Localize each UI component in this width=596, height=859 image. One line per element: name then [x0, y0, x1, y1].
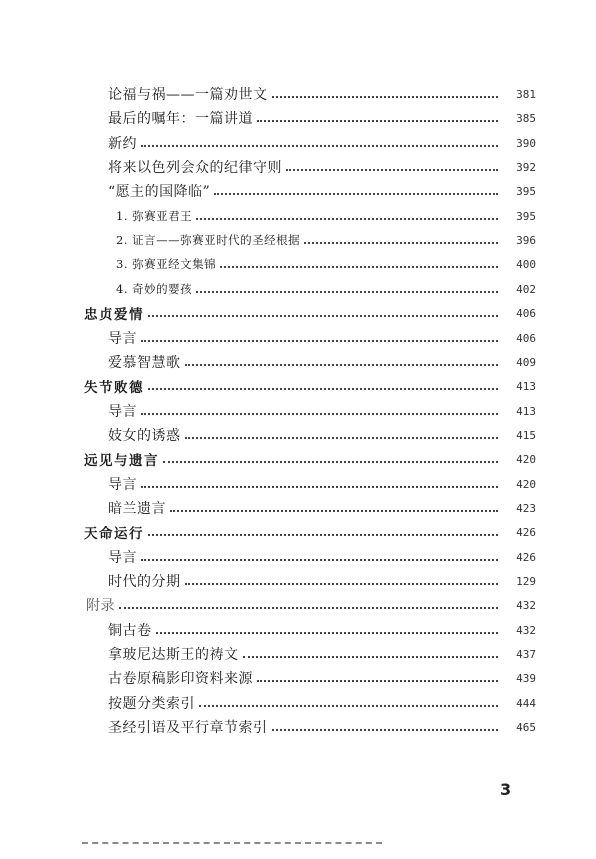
toc-entry: [108, 155, 536, 179]
dot-leader: [196, 291, 498, 293]
dot-leader: [257, 680, 498, 682]
toc-entry-title: 2. 证言——弥赛亚时代的圣经根据: [116, 233, 301, 247]
toc-entry-title: 天命运行: [84, 526, 144, 542]
toc-entry-page: 420: [516, 452, 536, 466]
toc-entry-page: 437: [516, 647, 536, 661]
toc-entry-page: 432: [516, 623, 536, 637]
dot-leader: [141, 486, 498, 488]
toc-entry-title: 忠贞爱情: [84, 307, 144, 323]
dot-leader: [163, 461, 498, 463]
dot-leader: [196, 218, 498, 220]
dot-leader: [141, 145, 498, 147]
dot-leader: [148, 388, 498, 390]
dot-leader: [220, 266, 498, 268]
dot-leader: [148, 534, 498, 536]
toc-entry-page: 465: [516, 720, 536, 734]
toc-entry: [108, 691, 536, 715]
toc-entry: [116, 204, 536, 228]
dot-leader: [185, 583, 499, 585]
toc-entry-title: 古卷原稿影印资料来源: [108, 671, 253, 687]
toc-entry-title: 4. 奇妙的婴孩: [116, 282, 193, 296]
toc-entry-title: 失节败德: [84, 380, 144, 396]
dot-leader: [141, 413, 498, 415]
toc-entry-title: 新约: [108, 136, 137, 152]
toc-entry-page: 444: [516, 696, 536, 710]
toc-entry-page: 402: [516, 282, 536, 296]
toc-entry-page: 423: [516, 501, 536, 515]
toc-entry-title: 将来以色列会众的纪律守则: [108, 160, 282, 176]
toc-entry: [108, 350, 536, 374]
toc-entry-page: 392: [516, 160, 536, 174]
toc-entry-page: 413: [516, 404, 536, 418]
toc-entry-title: 爱慕智慧歌: [108, 355, 181, 371]
toc-entry: [108, 545, 536, 569]
toc-entry-title: 时代的分期: [108, 574, 181, 590]
footer-rule: [82, 842, 382, 844]
toc-entry-page: 395: [516, 184, 536, 198]
toc-entry: [108, 569, 536, 593]
toc-entry-title: “愿主的国降临”: [108, 184, 211, 200]
dot-leader: [272, 729, 499, 731]
toc-entry-page: 415: [516, 428, 536, 442]
toc-entry-page: 395: [516, 209, 536, 223]
toc-entry-page: 385: [516, 111, 536, 125]
toc-entry-title: 妓女的诱惑: [108, 428, 181, 444]
toc-section-entry: [84, 447, 536, 471]
toc-entry-title: 按题分类索引: [108, 696, 195, 712]
toc-entry: [108, 106, 536, 130]
toc-entry: [108, 715, 536, 739]
toc-entry-title: 导言: [108, 404, 137, 420]
dot-leader: [141, 340, 498, 342]
dot-leader: [185, 364, 499, 366]
dot-leader: [272, 96, 499, 98]
toc-entry: [108, 618, 536, 642]
toc-entry-title: 最后的嘱年：一篇讲道: [108, 111, 253, 127]
toc-section-entry: [84, 301, 536, 325]
dot-leader: [156, 632, 499, 634]
toc-entry-title: 铜古卷: [108, 623, 152, 639]
toc-entry-title: 圣经引语及平行章节索引: [108, 720, 268, 736]
toc-entry-page: 129: [516, 574, 536, 588]
dot-leader: [148, 315, 498, 317]
toc-entry: [108, 642, 536, 666]
toc-entry-page: 426: [516, 525, 536, 539]
dot-leader: [304, 242, 498, 244]
dot-leader: [141, 559, 498, 561]
dot-leader: [257, 120, 498, 122]
toc-entry: [116, 252, 536, 276]
toc-entry: [108, 472, 536, 496]
toc-entry: [116, 277, 536, 301]
toc-entry: [108, 666, 536, 690]
toc-entry-page: 420: [516, 477, 536, 491]
toc-entry: [108, 82, 536, 106]
toc-entry: [108, 496, 536, 520]
toc-entry-title: 论福与祸——一篇劝世文: [108, 87, 268, 103]
dot-leader: [286, 169, 498, 171]
toc-section-entry: [84, 520, 536, 544]
toc-entry-title: 1. 弥赛亚君王: [116, 209, 193, 223]
toc-entry-title: 暗兰遗言: [108, 501, 166, 517]
toc-entry-page: 439: [516, 671, 536, 685]
toc-entry-title: 导言: [108, 331, 137, 347]
toc-entry: [108, 179, 536, 203]
dot-leader: [199, 705, 498, 707]
toc-entry-page: 390: [516, 136, 536, 150]
toc-entry-title: 导言: [108, 550, 137, 566]
toc-entry: [116, 228, 536, 252]
toc-entry: [108, 326, 536, 350]
toc-entry-page: 396: [516, 233, 536, 247]
dot-leader: [185, 437, 499, 439]
toc-entry: [86, 593, 536, 617]
dot-leader: [214, 193, 498, 195]
toc-entry-title: 附录: [86, 598, 115, 614]
toc-entry-page: 381: [516, 87, 536, 101]
dot-leader: [243, 656, 499, 658]
toc-section-entry: [84, 374, 536, 398]
toc-entry-title: 导言: [108, 477, 137, 493]
toc-entry-page: 406: [516, 306, 536, 320]
toc-entry-page: 400: [516, 257, 536, 271]
toc-entry-title: 拿玻尼达斯王的祷文: [108, 647, 239, 663]
toc-entry: [108, 423, 536, 447]
toc-entry-page: 432: [516, 598, 536, 612]
toc-entry-title: 远见与遗言: [84, 453, 159, 469]
toc-entry-title: 3. 弥赛亚经文集锦: [116, 257, 217, 271]
dot-leader: [170, 510, 498, 512]
page-number: 3: [500, 780, 512, 799]
toc-entry-page: 409: [516, 355, 536, 369]
toc-entry-page: 426: [516, 550, 536, 564]
toc-entry-page: 406: [516, 331, 536, 345]
toc-entry: [108, 131, 536, 155]
toc-entry: [108, 399, 536, 423]
dot-leader: [119, 607, 498, 609]
toc-entry-page: 413: [516, 379, 536, 393]
